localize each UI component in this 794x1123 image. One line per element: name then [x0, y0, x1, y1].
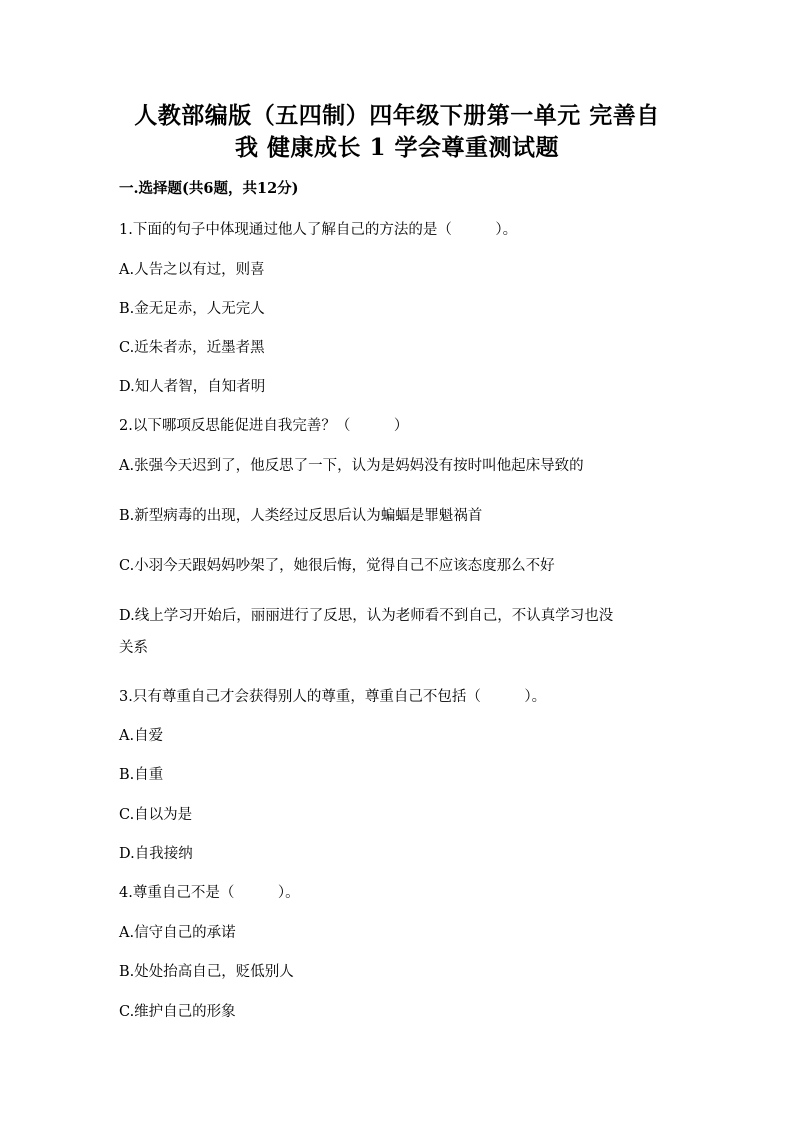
question-3-stem: 3.只有尊重自己才会获得别人的尊重，尊重自己不包括（ ）。	[119, 689, 547, 705]
question-3-option-b: B.自重	[119, 767, 164, 783]
question-2-option-b: B.新型病毒的出现，人类经过反思后认为蝙蝠是罪魁祸首	[119, 508, 483, 524]
document-title-line-2: 我 健康成长 1 学会尊重测试题	[234, 134, 560, 161]
question-1-option-c: C.近朱者赤，近墨者黑	[119, 340, 265, 356]
question-1-stem: 1.下面的句子中体现通过他人了解自己的方法的是（ ）。	[119, 222, 518, 238]
question-2-option-d: D.线上学习开始后，丽丽进行了反思，认为老师看不到自己，不认真学习也没	[119, 608, 614, 624]
question-3-option-a: A.自爱	[119, 728, 164, 744]
question-4-stem: 4.尊重自己不是（ ）。	[119, 885, 300, 901]
question-2-option-d-continued: 关系	[119, 640, 148, 656]
question-1-option-b: B.金无足赤，人无完人	[119, 301, 265, 317]
section-heading: 一.选择题(共6题，共12分)	[119, 180, 299, 197]
question-3-option-c: C.自以为是	[119, 807, 193, 823]
question-4-option-c: C.维护自己的形象	[119, 1004, 236, 1020]
question-2-option-c: C.小羽今天跟妈妈吵架了，她很后悔，觉得自己不应该态度那么不好	[119, 558, 555, 574]
question-1-option-a: A.人告之以有过，则喜	[119, 262, 265, 278]
question-1-option-d: D.知人者智，自知者明	[119, 379, 266, 395]
question-2-option-a: A.张强今天迟到了，他反思了一下，认为是妈妈没有按时叫他起床导致的	[119, 458, 584, 474]
document-title-line-1: 人教部编版（五四制）四年级下册第一单元 完善自	[134, 102, 660, 129]
question-2-stem: 2.以下哪项反思能促进自我完善？（ ）	[119, 418, 409, 434]
question-3-option-d: D.自我接纳	[119, 846, 193, 862]
question-4-option-b: B.处处抬高自己，贬低别人	[119, 964, 294, 980]
question-4-option-a: A.信守自己的承诺	[119, 925, 236, 941]
